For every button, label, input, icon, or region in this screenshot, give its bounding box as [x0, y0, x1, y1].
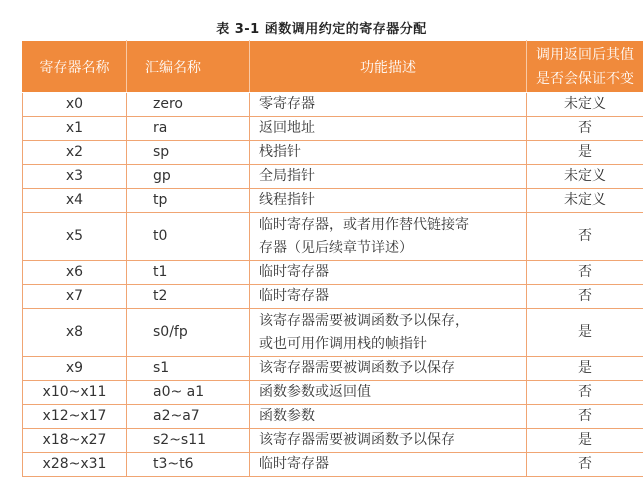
register-cell: x1 [23, 117, 127, 141]
header-preserved-line-2: 是否会保证不变 [536, 70, 634, 87]
header-assembly-name: 汇编名称 [127, 41, 250, 93]
register-cell: x6 [23, 261, 127, 285]
table-row [23, 405, 643, 429]
preserved-cell: 否 [527, 213, 643, 261]
table-row [23, 357, 643, 381]
register-cell: x9 [23, 357, 127, 381]
preserved-cell: 否 [527, 261, 643, 285]
preserved-cell: 否 [527, 381, 643, 405]
assembly-name-cell: t3~t6 [127, 453, 250, 477]
description-cell: 函数参数或返回值 [250, 381, 527, 405]
table-row [23, 165, 643, 189]
table-row [23, 285, 643, 309]
register-cell: x10~x11 [23, 381, 127, 405]
table-row [23, 189, 643, 213]
table-row [23, 141, 643, 165]
description-cell: 线程指针 [250, 189, 527, 213]
register-cell: x7 [23, 285, 127, 309]
table-caption: 表 3-1 函数调用约定的寄存器分配 [216, 22, 427, 37]
description-cell: 返回地址 [250, 117, 527, 141]
preserved-cell: 是 [527, 357, 643, 381]
table-header-row [23, 41, 643, 93]
assembly-name-cell: sp [127, 141, 250, 165]
register-cell: x4 [23, 189, 127, 213]
header-register-name: 寄存器名称 [23, 41, 127, 93]
header-function-description: 功能描述 [250, 41, 527, 93]
table-row [23, 261, 643, 285]
register-cell: x0 [23, 93, 127, 117]
register-allocation-table [22, 40, 643, 477]
description-cell: 零寄存器 [250, 93, 527, 117]
description-line-1: 该寄存器需要被调函数予以保存， [259, 312, 469, 329]
assembly-name-cell: gp [127, 165, 250, 189]
assembly-name-cell: a2~a7 [127, 405, 250, 429]
assembly-name-cell: t2 [127, 285, 250, 309]
table-row [23, 453, 643, 477]
preserved-cell: 否 [527, 117, 643, 141]
assembly-name-cell: s0/fp [127, 309, 250, 357]
description-cell: 全局指针 [250, 165, 527, 189]
description-cell [250, 309, 527, 357]
table-row [23, 117, 643, 141]
preserved-cell: 是 [527, 141, 643, 165]
preserved-cell: 否 [527, 405, 643, 429]
table-row [23, 381, 643, 405]
register-cell: x8 [23, 309, 127, 357]
description-cell: 栈指针 [250, 141, 527, 165]
description-cell: 该寄存器需要被调函数予以保存 [250, 357, 527, 381]
assembly-name-cell: a0~ a1 [127, 381, 250, 405]
preserved-cell: 是 [527, 309, 643, 357]
table-row [23, 429, 643, 453]
header-preserved-line-1: 调用返回后其值 [536, 46, 634, 63]
description-cell: 该寄存器需要被调函数予以保存 [250, 429, 527, 453]
register-cell: x2 [23, 141, 127, 165]
preserved-cell: 未定义 [527, 93, 643, 117]
register-cell: x5 [23, 213, 127, 261]
description-line-1: 临时寄存器，或者用作替代链接寄 [259, 216, 469, 233]
assembly-name-cell: t1 [127, 261, 250, 285]
preserved-cell: 否 [527, 453, 643, 477]
description-cell: 临时寄存器 [250, 453, 527, 477]
register-cell: x3 [23, 165, 127, 189]
description-line-2: 或也可用作调用栈的帧指针 [259, 335, 427, 352]
header-preserved [527, 41, 643, 93]
assembly-name-cell: zero [127, 93, 250, 117]
register-cell: x12~x17 [23, 405, 127, 429]
table-body [23, 93, 643, 477]
table-row [23, 309, 643, 357]
assembly-name-cell: s2~s11 [127, 429, 250, 453]
description-cell: 函数参数 [250, 405, 527, 429]
register-cell: x28~x31 [23, 453, 127, 477]
assembly-name-cell: ra [127, 117, 250, 141]
table-row [23, 213, 643, 261]
preserved-cell: 是 [527, 429, 643, 453]
preserved-cell: 未定义 [527, 165, 643, 189]
description-line-2: 存器（见后续章节详述） [259, 239, 413, 256]
table-row [23, 93, 643, 117]
description-cell [250, 213, 527, 261]
preserved-cell: 未定义 [527, 189, 643, 213]
assembly-name-cell: tp [127, 189, 250, 213]
assembly-name-cell: t0 [127, 213, 250, 261]
description-cell: 临时寄存器 [250, 285, 527, 309]
register-cell: x18~x27 [23, 429, 127, 453]
assembly-name-cell: s1 [127, 357, 250, 381]
preserved-cell: 否 [527, 285, 643, 309]
description-cell: 临时寄存器 [250, 261, 527, 285]
